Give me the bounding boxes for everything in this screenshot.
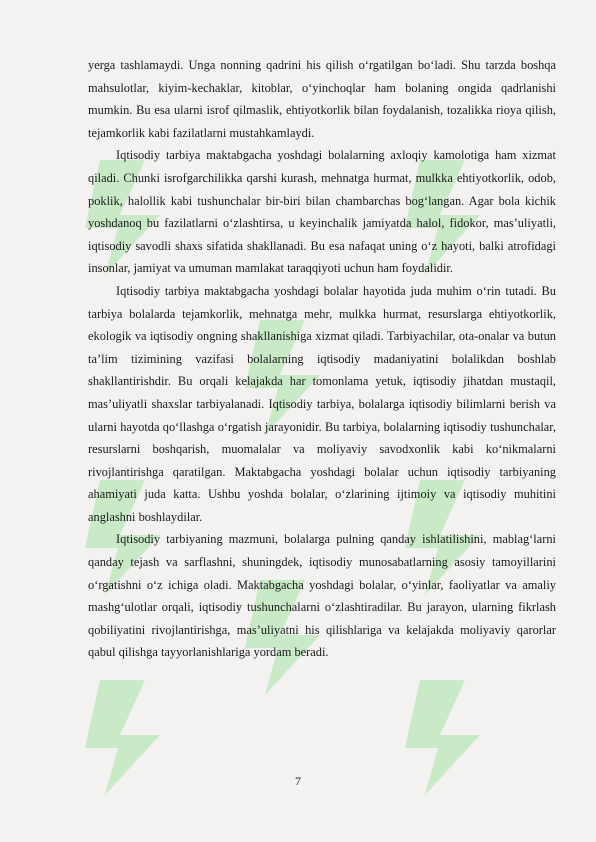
paragraph: Iqtisodiy tarbiya maktabgacha yoshdagi bolalarning axloqiy kamolotiga ham xizmat qiladi. Chunki isrofgarchilikka qarshi kurash, mehnatga hurmat, mulkka ehtiyotkorlik, odob, poklik, halollik kabi tushunchalar bir-biri bilan chambarchas bogʻlangan. Agar bola kichik yoshdanoq bu fazilatlarni oʻzlashtirsa, u keyinchalik jamiyatda halol, fidokor, masʼuliyatli, iqtisodiy savodli shaxs sifatida shakllanadi. Bu esa nafaqat uning oʻz hayoti, balki atrofidagi insonlar, jamiyat va umuman mamlakat taraqqiyoti uchun ham foydalidir. — [88, 148, 556, 276]
paragraph: Iqtisodiy tarbiyaning mazmuni, bolalarga pulning qanday ishlatilishini, mablagʻlarni qanday tejash va sarflashni, shuningdek, iqtisodiy munosabatlarning asosiy tamoyillarini oʻrgatishni oʻz ichiga oladi. Maktabgacha yoshdagi bolalar, oʻyinlar, faoliyatlar va amaliy mashgʻulotlar orqali, iqtisodiy tushunchalarni oʻzlashtiradilar. Bu jarayon, ularning fikrlash qobiliyatini rivojlantirishga, masʼuliyatni his qilishlariga va kelajakda moliyaviy qarorlar qabul qilishga tayyorlanishlariga yordam beradi. — [88, 532, 556, 660]
paragraph: yerga tashlamaydi. Unga nonning qadrini his qilish oʻrgatilgan boʻladi. Shu tarzda boshqa mahsulotlar, kiyim-kechaklar, kitoblar, oʻyinchoqlar ham bolaning ongida qadrlanishi mumkin. Bu esa ularni isrof qilmaslik, ehtiyotkorlik bilan foydalanish, tozalikka rioya qilish, tejamkorlik kabi fazilatlarni mustahkamlaydi. — [88, 58, 556, 140]
document-body — [88, 54, 556, 664]
page-number: 7 — [295, 774, 301, 788]
paragraph: Iqtisodiy tarbiya maktabgacha yoshdagi bolalar hayotida juda muhim oʻrin tutadi. Bu tarbiya bolalarda tejamkorlik, mehnatga mehr, mulkka hurmat, resurslarga ehtiyotkorlik, ekologik va iqtisodiy ongning shakllanishiga xizmat qiladi. Tarbiyachilar, ota-onalar va butun taʼlim tizimining vazifasi bolalarning iqtisodiy madaniyatini bolalikdan boshlab shakllantirishdir. Bu orqali kelajakda har tomonlama yetuk, iqtisodiy jihatdan mustaqil, masʼuliyatli shaxslar tarbiyalanadi. Iqtisodiy tarbiya, bolalarga iqtisodiy bilimlarni berish va ularni hayotda qoʻllashga oʻrgatish jarayonidir. Bu tarbiya, bolalarning iqtisodiy tushunchalar, resurslarni boshqarish, muomalalar va moliyaviy savodxonlik kabi koʻnikmalarni rivojlantirishga qaratilgan. Maktabgacha yoshdagi bolalar uchun iqtisodiy tarbiyaning ahamiyati juda katta. Ushbu yoshda bolalar, oʻzlarining ijtimoiy va iqtisodiy muhitini anglashni boshlaydilar. — [88, 283, 556, 524]
